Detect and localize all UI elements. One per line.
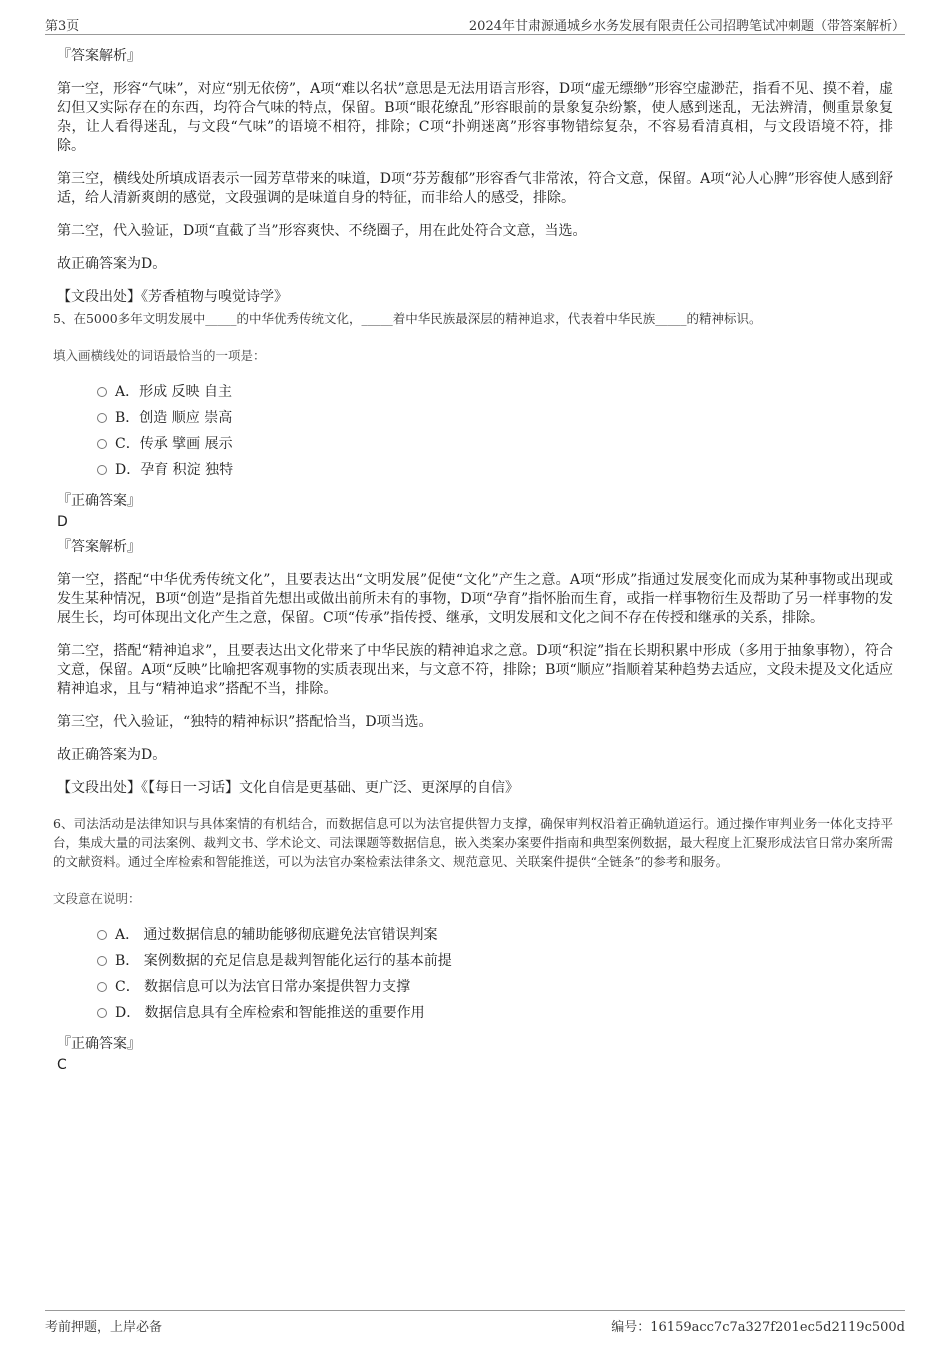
correct-answer-label: 『正确答案』 bbox=[57, 1036, 141, 1052]
page-header bbox=[45, 14, 905, 35]
question-5-prompt: 填入画横线处的词语最恰当的一项是： bbox=[53, 348, 266, 363]
option-label: B．创造 顺应 崇高 bbox=[115, 410, 233, 426]
analysis-paragraph: 第二空，搭配“精神追求”，且要表达出文化带来了中华民族的精神追求之意。D项“积淀”指在长期积累中形成（多用于抽象事物），符合文意，保留。A项“反映”比喻把客观事物的实质表现出来，与文意不符，排除；B项“顺应”指顺着某种趋势去适应，文段未提及文化适应精神追求，且与“精神追求”搭配不当，排除。 bbox=[57, 643, 893, 697]
radio-icon[interactable] bbox=[97, 982, 107, 992]
analysis-label: 『答案解析』 bbox=[57, 539, 141, 555]
analysis-paragraph: 第三空，横线处所填成语表示一园芳草带来的味道，D项“芬芳馥郁”形容香气非常浓，符合文意，保留。A项“沁人心脾”形容使人感到舒适，给人清新爽朗的感觉，文段强调的是味道自身的特征，而非给人的感受，排除。 bbox=[57, 171, 893, 206]
option-label: A． 通过数据信息的辅助能够彻底避免法官错误判案 bbox=[115, 927, 438, 943]
radio-icon[interactable] bbox=[97, 413, 107, 423]
option-a[interactable] bbox=[97, 379, 893, 405]
option-a[interactable] bbox=[97, 922, 893, 948]
option-d[interactable] bbox=[97, 1000, 893, 1026]
question-6-prompt: 文段意在说明： bbox=[53, 891, 141, 906]
option-c[interactable] bbox=[97, 974, 893, 1000]
analysis-conclusion: 故正确答案为D。 bbox=[57, 256, 167, 272]
option-d[interactable] bbox=[97, 457, 893, 483]
radio-icon[interactable] bbox=[97, 1008, 107, 1018]
analysis-paragraph: 第二空，代入验证，D项“直截了当”形容爽快、不绕圈子，用在此处符合文意，当选。 bbox=[57, 223, 587, 239]
source-citation: 【文段出处】《【每日一习话】文化自信是更基础、更广泛、更深厚的自信》 bbox=[57, 780, 519, 796]
analysis-conclusion: 故正确答案为D。 bbox=[57, 747, 167, 763]
page-footer bbox=[45, 1310, 905, 1335]
analysis-paragraph: 第三空，代入验证，“独特的精神标识”搭配恰当，D项当选。 bbox=[57, 714, 433, 730]
option-label: C． 数据信息可以为法官日常办案提供智力支撑 bbox=[115, 979, 411, 995]
question-5-options bbox=[97, 379, 893, 483]
option-b[interactable] bbox=[97, 948, 893, 974]
analysis-label: 『答案解析』 bbox=[57, 48, 141, 64]
radio-icon[interactable] bbox=[97, 956, 107, 966]
radio-icon[interactable] bbox=[97, 930, 107, 940]
option-label: D． 数据信息具有全库检索和智能推送的重要作用 bbox=[115, 1005, 425, 1021]
document-title: 2024年甘肃源通城乡水务发展有限责任公司招聘笔试冲刺题（带答案解析） bbox=[468, 19, 905, 34]
page-number: 第3页 bbox=[45, 19, 80, 34]
correct-answer: D bbox=[57, 514, 68, 530]
analysis-paragraph: 第一空，搭配“中华优秀传统文化”，且要表达出“文明发展”促使“文化”产生之意。A项“形成”指通过发展变化而成为某种事物或出现或发生某种情况，B项“创造”是指首先想出或做出前所未有的事物，D项“孕育”指怀胎而生育，或指一样事物衍生及帮助了另一样事物的发展生长，均可体现出文化产生之意，保留。C项“传承”指传授、继承，文明发展和文化之间不存在传授和继承的关系，排除。 bbox=[57, 572, 893, 626]
option-c[interactable] bbox=[97, 431, 893, 457]
option-label: B． 案例数据的充足信息是裁判智能化运行的基本前提 bbox=[115, 953, 452, 969]
question-5-text: 5、在5000多年文明发展中_____的中华优秀传统文化，_____着中华民族最深层的精神追求，代表着中华民族_____的精神标识。 bbox=[53, 311, 762, 326]
option-label: A．形成 反映 自主 bbox=[115, 384, 233, 400]
correct-answer: C bbox=[57, 1057, 67, 1073]
question-6-text: 6、司法活动是法律知识与具体案情的有机结合，而数据信息可以为法官提供智力支撑，确保审判权沿着正确轨道运行。通过操作审判业务一体化支持平台，集成大量的司法案例、裁判文书、学术论文、司法课题等数据信息，嵌入类案办案要件指南和典型案例数据，最大程度上汇聚形成法官日常办案所需的文献资料。通过全库检索和智能推送，可以为法官办案检索法律条文、规范意见、关联案件提供“全链条”的参考和服务。 bbox=[53, 816, 893, 869]
option-b[interactable] bbox=[97, 405, 893, 431]
radio-icon[interactable] bbox=[97, 387, 107, 397]
option-label: D．孕育 积淀 独特 bbox=[115, 462, 234, 478]
correct-answer-label: 『正确答案』 bbox=[57, 493, 141, 509]
radio-icon[interactable] bbox=[97, 465, 107, 475]
source-citation: 【文段出处】《芳香植物与嗅觉诗学》 bbox=[57, 289, 288, 305]
footer-slogan: 考前押题，上岸必备 bbox=[45, 1320, 163, 1335]
main-content bbox=[53, 42, 893, 1074]
option-label: C．传承 擘画 展示 bbox=[115, 436, 233, 452]
document-id: 编号：16159acc7c7a327f201ec5d2119c500d bbox=[611, 1320, 905, 1335]
question-6-options bbox=[97, 922, 893, 1026]
analysis-paragraph: 第一空，形容“气味”，对应“别无依傍”，A项“难以名状”意思是无法用语言形容，D项“虚无缥缈”形容空虚渺茫，指看不见、摸不着，虚幻但又实际存在的东西，均符合气味的特点，保留。B项“眼花缭乱”形容眼前的景象复杂纷繁，使人感到迷乱，无法辨清，侧重景象复杂，让人看得迷乱，与文段“气味”的语境不相符，排除；C项“扑朔迷离”形容事物错综复杂，不容易看清真相，与文段语境不符，排除。 bbox=[57, 81, 893, 154]
radio-icon[interactable] bbox=[97, 439, 107, 449]
